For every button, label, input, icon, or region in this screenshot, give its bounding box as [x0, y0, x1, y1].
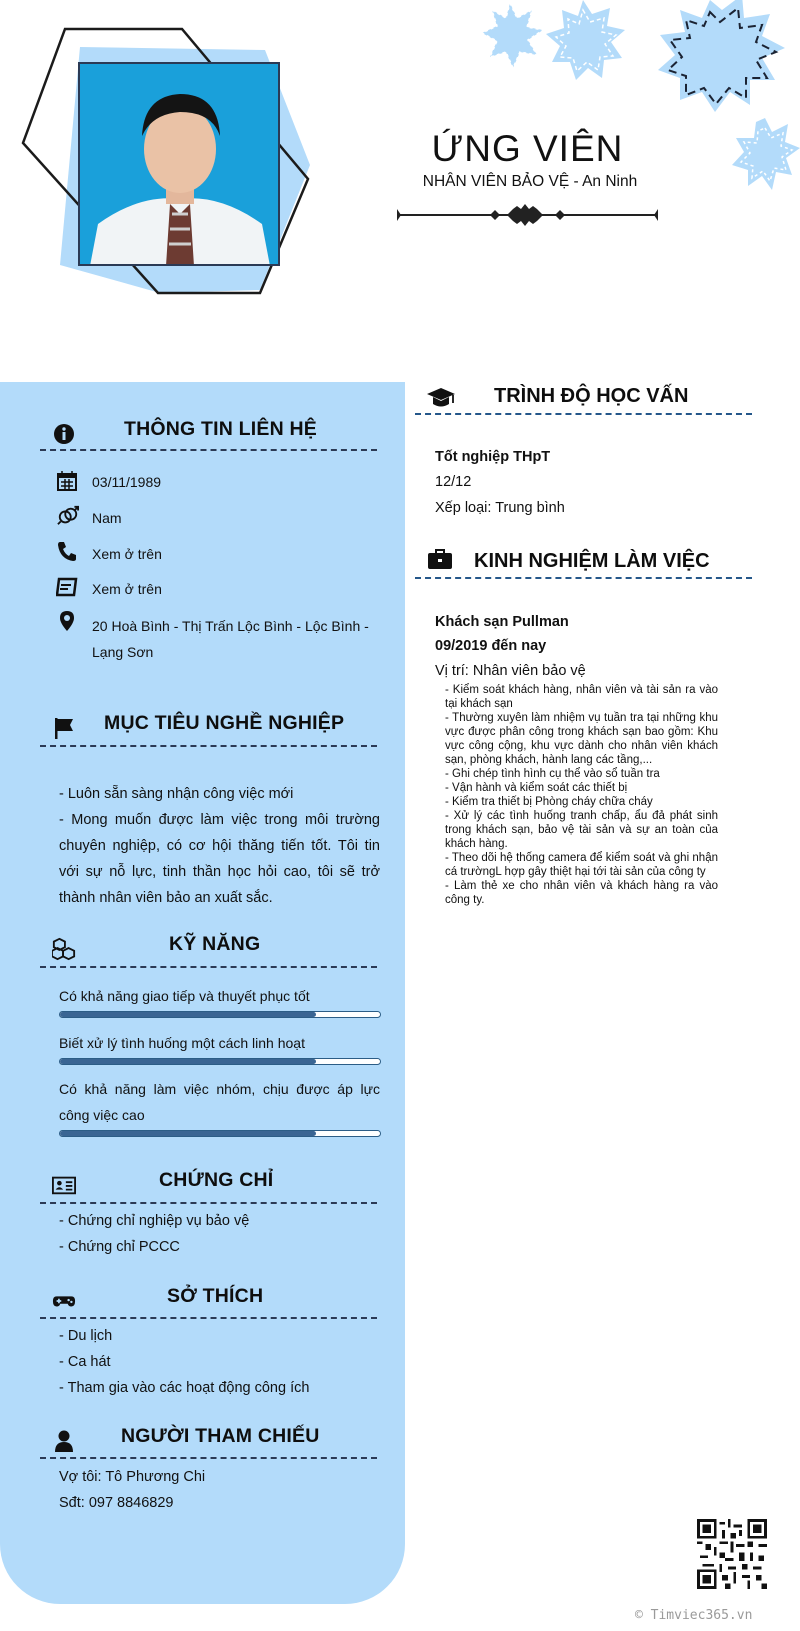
skill-label: Có khả năng làm việc nhóm, chịu được áp lực công việc cao — [59, 1081, 380, 1123]
decorative-flowers — [480, 0, 800, 230]
gamepad-icon — [52, 1289, 76, 1313]
hobbies-section-header — [52, 1285, 382, 1317]
skill-bar — [59, 1058, 381, 1065]
phone-icon — [56, 540, 78, 562]
address-value: 20 Hoà Bình - Thị Trấn Lộc Bình - Lộc Bình - Lạng Sơn — [92, 618, 369, 660]
objective-section-header — [52, 712, 382, 744]
hobby-item: - Tham gia vào các hoạt động công ích — [59, 1380, 310, 1396]
skill-label: Biết xử lý tình huống một cách linh hoạt — [59, 1035, 305, 1051]
experience-description: - Kiểm soát khách hàng, nhân viên và tài sản ra vào tại khách sạn - Thường xuyên làm nhiệm vụ tuần tra tại những khu vực được phân công trong khách sạn bao gồm: Khu vực công cộng, khu vực dành cho nhân viên khách sạn, phòng khách, hành lang các tầng,... - Ghi chép tình hình cụ thể vào sổ tuần tra - Vận hành và kiểm soát các thiết bị - Kiểm tra thiết bị Phòng cháy chữa cháy - Xử lý các tình huống tranh chấp, ẩu đả phát sinh trong khách sạn, bảo vệ tài sản và sự an toàn của khách hàng. - Theo dõi hệ thống camera để kiểm soát và ghi nhận cá trườngL hợp gây thiệt hại tới tài sản của công ty - Làm thẻ xe cho nhân viên và khách hàng ra vào công ty. — [445, 684, 718, 906]
phone-value: Xem ở trên — [92, 546, 162, 562]
gender-icon — [57, 505, 79, 527]
qr-code[interactable] — [697, 1519, 767, 1589]
candidate-position: NHÂN VIÊN BẢO VỆ - An Ninh — [422, 173, 638, 190]
candidate-name: ỨNG VIÊN — [431, 128, 624, 169]
briefcase-icon — [427, 548, 453, 570]
contact-title: THÔNG TIN LIÊN HỆ — [124, 418, 317, 440]
contact-section-header — [52, 418, 382, 450]
hobbies-title: SỞ THÍCH — [167, 1285, 264, 1307]
info-icon — [52, 422, 76, 446]
birthday-value: 03/11/1989 — [92, 474, 162, 490]
hobby-item: - Ca hát — [59, 1354, 111, 1370]
objective-line-1: - Luôn sẵn sàng nhận công việc mới — [59, 786, 294, 802]
experience-role: Vị trí: Nhân viên bảo vệ — [435, 663, 586, 679]
skill-bar — [59, 1130, 381, 1137]
person-portrait-icon — [80, 64, 280, 266]
cubes-icon — [52, 937, 76, 961]
reference-name: Vợ tôi: Tô Phương Chi — [59, 1469, 206, 1485]
objective-title: MỤC TIÊU NGHỀ NGHIỆP — [104, 712, 345, 734]
certificates-section-header — [52, 1169, 382, 1201]
skill-bar-fill — [60, 1012, 316, 1017]
section-divider — [40, 1317, 377, 1319]
graduation-cap-icon — [426, 386, 456, 410]
id-card-icon — [52, 1173, 76, 1197]
section-divider — [415, 413, 752, 415]
education-rank: Xếp loại: Trung bình — [435, 500, 565, 516]
section-divider — [415, 577, 752, 579]
certificate-item: - Chứng chỉ PCCC — [59, 1239, 180, 1255]
profile-photo — [78, 62, 280, 266]
section-divider — [40, 449, 377, 451]
certificate-item: - Chứng chỉ nghiệp vụ bảo vệ — [59, 1213, 250, 1229]
skill-label: Có khả năng giao tiếp và thuyết phục tốt — [59, 988, 310, 1004]
experience-title: KINH NGHIỆM LÀM VIỆC — [474, 550, 710, 572]
user-icon — [52, 1429, 76, 1453]
section-divider — [40, 1457, 377, 1459]
section-divider — [40, 745, 377, 747]
hobby-item: - Du lịch — [59, 1328, 113, 1344]
ornament-divider — [395, 203, 660, 227]
section-divider — [40, 1202, 377, 1204]
skill-bar-fill — [60, 1131, 316, 1136]
reference-title: NGƯỜI THAM CHIẾU — [121, 1425, 320, 1447]
skill-bar-fill — [60, 1059, 316, 1064]
footer-watermark: © Timviec365.vn — [635, 1608, 753, 1623]
reference-section-header — [52, 1425, 382, 1457]
calendar-icon — [56, 470, 78, 492]
reference-phone: Sđt: 097 8846829 — [59, 1495, 174, 1511]
email-icon — [56, 576, 78, 598]
experience-period: 09/2019 đến nay — [435, 638, 547, 654]
objective-line-2: - Mong muốn được làm việc trong môi trường chuyên nghiệp, có cơ hội thăng tiến tốt. Tôi tin với sự nỗ lực, tinh thần học hỏi cao, tôi sẽ trở thành nhân viên bảo an xuất sắc. — [59, 812, 380, 906]
location-pin-icon — [56, 610, 78, 632]
education-title: TRÌNH ĐỘ HỌC VẤN — [494, 385, 689, 407]
gender-value: Nam — [92, 510, 122, 526]
experience-company: Khách sạn Pullman — [435, 614, 569, 630]
certificates-title: CHỨNG CHỈ — [159, 1169, 274, 1191]
skill-bar — [59, 1011, 381, 1018]
flag-icon — [52, 716, 76, 740]
education-grade: 12/12 — [435, 474, 472, 490]
email-value: Xem ở trên — [92, 581, 162, 597]
skills-section-header — [52, 933, 382, 965]
education-degree: Tốt nghiệp THpT — [435, 449, 551, 465]
skills-title: KỸ NĂNG — [169, 933, 261, 955]
section-divider — [40, 966, 377, 968]
